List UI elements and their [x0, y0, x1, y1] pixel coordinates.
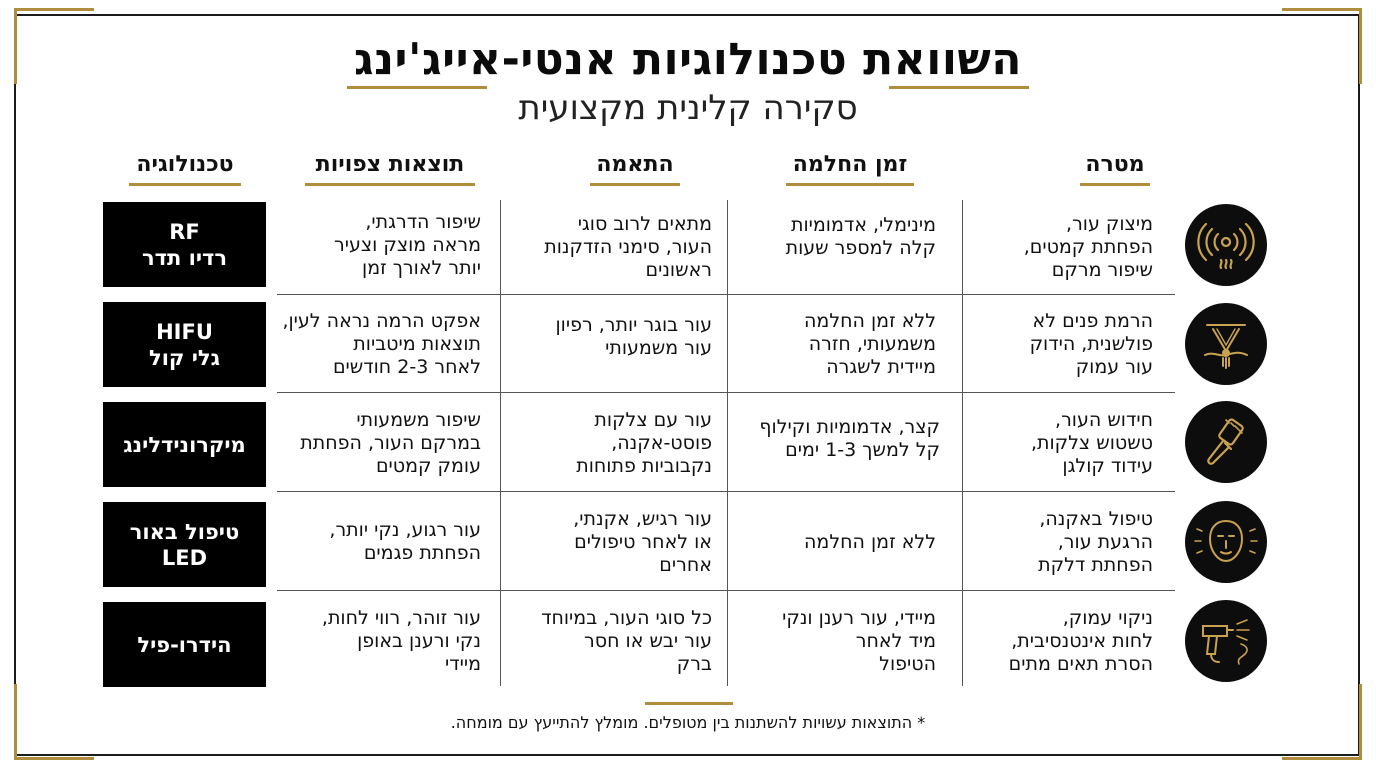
cell-recovery: ללא זמן החלמה משמעותי, חזרה מיידית לשגרה: [804, 309, 936, 378]
column-header-results: תוצאות צפויות: [290, 152, 490, 186]
cell-suitability: עור בוגר יותר, רפיון עור משמעותי: [555, 314, 712, 359]
cell-results: עור זוהר, רווי לחות, נקי ורענן באופן מיידי: [321, 606, 481, 675]
led-mask-icon: [1185, 501, 1267, 583]
cell-results: עור רגוע, נקי יותר, הפחתת פגמים: [329, 519, 481, 564]
cell-goal: ניקוי עמוק, לחות אינטנסיבית, הסרת תאים מתים: [1008, 606, 1153, 675]
row-divider: [277, 491, 1175, 492]
row-divider: [277, 392, 1175, 393]
column-header-goal: מטרה: [1060, 152, 1170, 186]
column-divider: [500, 200, 501, 686]
column-divider: [727, 200, 728, 686]
cell-recovery: ללא זמן החלמה: [804, 530, 936, 553]
column-header-suitability: התאמה: [560, 152, 710, 186]
column-header-technology: טכנולוגיה: [110, 152, 260, 186]
cell-recovery: מינימלי, אדמומיות קלה למספר שעות: [785, 214, 936, 259]
technology-label: HIFU גלי קול: [103, 302, 266, 387]
corner-ornament: [14, 8, 94, 11]
rf-waves-icon: [1185, 204, 1267, 286]
derma-roller-icon: [1185, 401, 1267, 483]
hydra-spray-icon: [1185, 600, 1267, 682]
technology-label: מיקרונידלינג: [103, 402, 266, 487]
cell-goal: הרמת פנים לא פולשנית, הידוק עור עמוק: [1029, 309, 1153, 378]
cell-suitability: עור רגיש, אקנתי, או לאחר טיפולים אחרים: [573, 507, 712, 576]
row-divider: [277, 294, 1175, 295]
ultrasound-icon: [1185, 303, 1267, 385]
technology-label: טיפול באור LED: [103, 502, 266, 587]
cell-recovery: מיידי, עור רענן ונקי מיד לאחר הטיפול: [782, 606, 936, 675]
cell-results: שיפור הדרגתי, מראה מוצק וצעיר יותר לאורך זמן: [334, 210, 481, 279]
cell-goal: חידוש העור, טשטוש צלקות, עידוד קולגן: [1030, 408, 1153, 477]
page-title: השוואת טכנולוגיות אנטי-אייג'ינג: [353, 34, 1023, 85]
corner-ornament: [1282, 757, 1362, 760]
footer-divider: [645, 702, 733, 705]
cell-goal: טיפול באקנה, הרגעת עור, הפחתת דלקת: [1038, 507, 1153, 576]
page-subtitle: סקירה קלינית מקצועית: [518, 88, 858, 128]
cell-suitability: כל סוגי העור, במיוחד עור יבש או חסר ברק: [541, 606, 712, 675]
cell-recovery: קצר, אדמומיות וקילוף קל למשך 1-3 ימים: [759, 416, 940, 461]
technology-label: RF רדיו תדר: [103, 202, 266, 287]
cell-suitability: עור עם צלקות פוסט-אקנה, נקבוביות פתוחות: [576, 408, 712, 477]
footnote: * התוצאות עשויות להשתנות בין מטופלים. מומלץ להתייעץ עם מומחה.: [450, 713, 926, 732]
row-divider: [277, 590, 1175, 591]
cell-suitability: מתאים לרוב סוגי העור, סימני הזדקנות ראשונים: [544, 212, 712, 281]
cell-results: שיפור משמעותי במרקם העור, הפחתת עומק קמטים: [300, 408, 481, 477]
technology-label: הידרו-פיל: [103, 602, 266, 687]
column-header-recovery: זמן החלמה: [770, 152, 930, 186]
column-divider: [962, 200, 963, 686]
cell-goal: מיצוק עור, הפחתת קמטים, שיפור מרקם: [1023, 212, 1153, 281]
cell-results: אפקט הרמה נראה לעין, תוצאות מיטביות לאחר 2-3 חודשים: [282, 309, 481, 378]
corner-ornament: [14, 757, 94, 760]
corner-ornament: [1282, 8, 1362, 11]
